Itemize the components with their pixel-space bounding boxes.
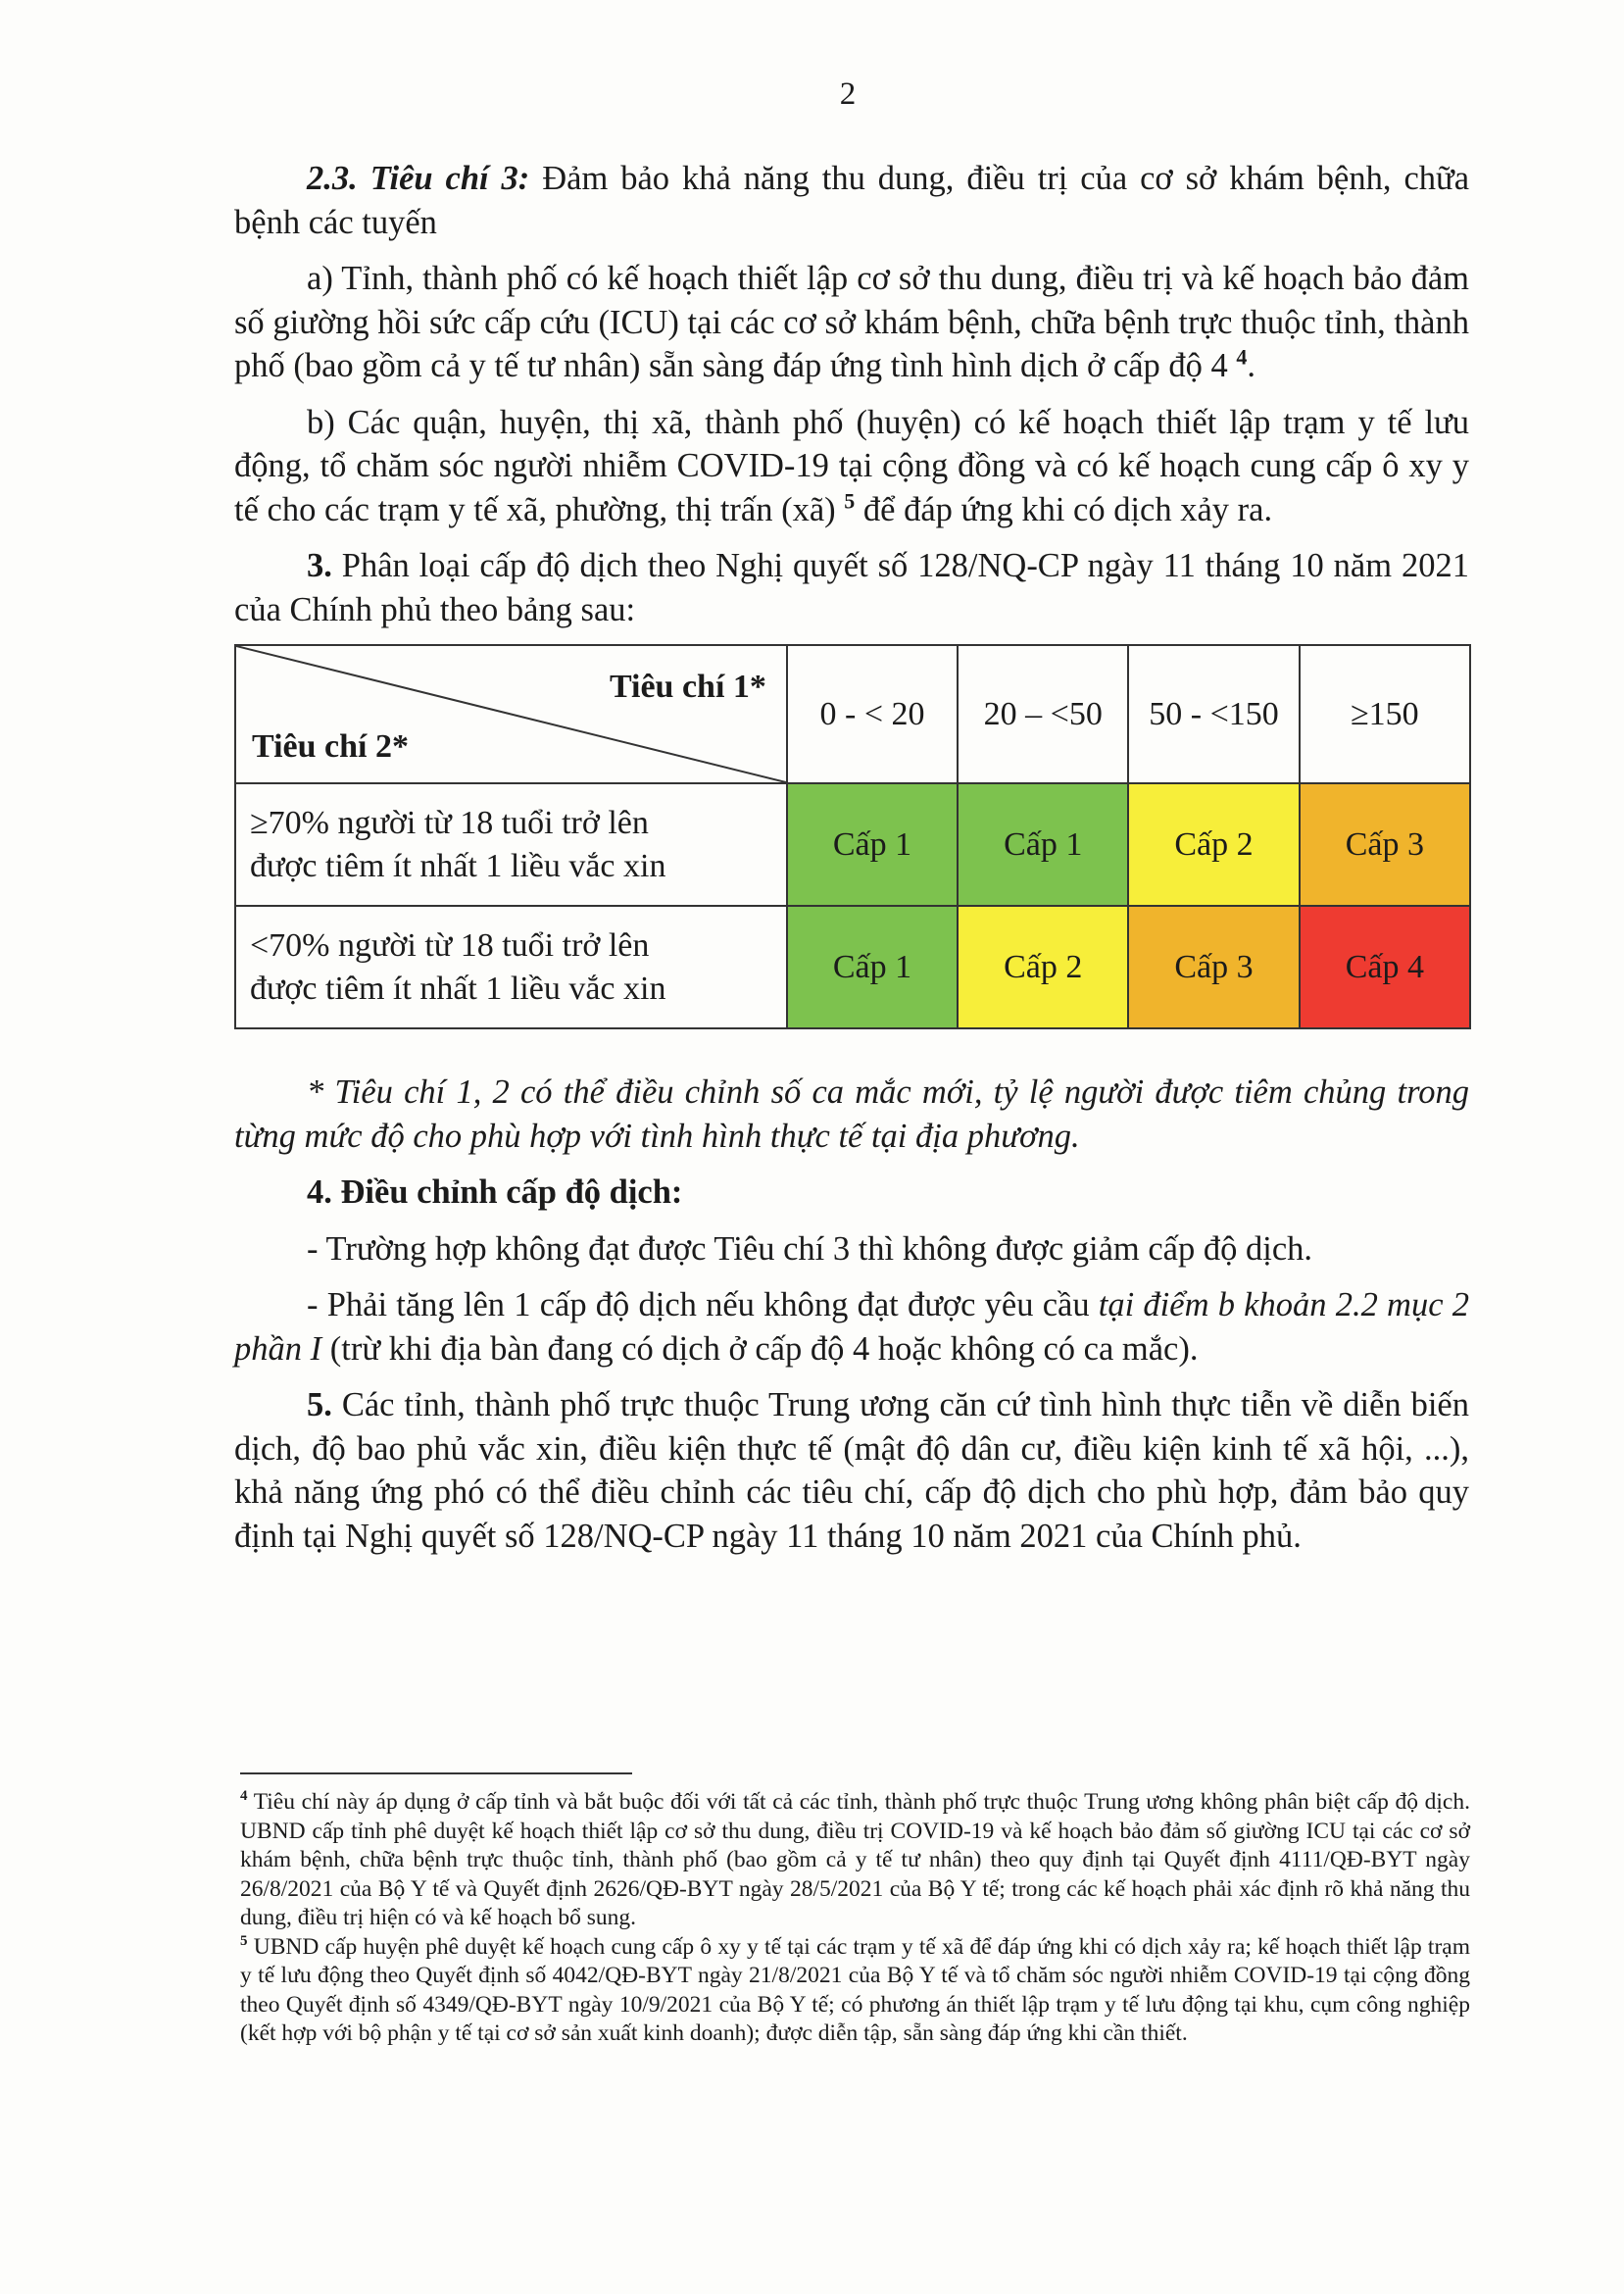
- footnote-4-text: Tiêu chí này áp dụng ở cấp tỉnh và bắt buộc đối với tất cả các tỉnh, thành phố trực thuộc Trung ương không phân biệt cấp độ dịch. UBND cấp tỉnh phê duyệt kế hoạch thiết lập cơ sở thu dung, điều trị COVID-19 và kế hoạch bảo đảm số giường ICU tại các cơ sở khám bệnh, chữa bệnh trực thuộc tỉnh, thành phố (bao gồm cả y tế tư nhân) theo quy định tại Quyết định 4111/QĐ-BYT ngày 26/8/2021 của Bộ Y tế và Quyết định 2626/QĐ-BYT ngày 28/5/2021 của Bộ Y tế; trong các kế hoạch phải xác định rõ khả năng thu dung, điều trị hiện có và kế hoạch bổ sung.: [240, 1789, 1470, 1930]
- section-2-3: [234, 157, 1469, 244]
- criterion-1-label: Tiêu chí 1*: [609, 669, 766, 705]
- level-cell: Cấp 4: [1300, 906, 1470, 1028]
- range-header-3: 50 - <150: [1128, 645, 1299, 783]
- footnote-5: [240, 1933, 1470, 2049]
- footnote-4: [240, 1788, 1470, 1933]
- footnote-ref-4[interactable]: 4: [1236, 344, 1248, 370]
- section-4-item-2: [234, 1283, 1469, 1371]
- section-5: [234, 1383, 1469, 1558]
- section-4-item-2-reference: tại điểm b khoản 2.2 mục 2 phần I: [234, 1286, 1469, 1368]
- epidemic-level-table: [234, 644, 1471, 1029]
- document-body: [234, 157, 1469, 1571]
- paragraph-a: [234, 257, 1469, 388]
- footnote-ref-5[interactable]: 5: [844, 488, 856, 513]
- table-row: [235, 783, 1470, 906]
- section-2-3-text: Đảm bảo khả năng thu dung, điều trị của cơ sở khám bệnh, chữa bệnh các tuyến: [234, 160, 1470, 241]
- paragraph-b: [234, 401, 1469, 532]
- level-cell: Cấp 2: [1128, 783, 1299, 906]
- section-4-item-1: - Trường hợp không đạt được Tiêu chí 3 thì không được giảm cấp độ dịch.: [307, 1229, 1313, 1268]
- row-label-line1: ≥70% người từ 18 tuổi trở lên: [250, 804, 649, 841]
- paragraph-a-text: a) Tỉnh, thành phố có kế hoạch thiết lập cơ sở thu dung, điều trị và kế hoạch bảo đảm số giường hồi sức cấp cứu (ICU) tại các cơ sở khám bệnh, chữa bệnh trực thuộc tỉnh, thành phố (bao gồm cả y tế tư nhân) sẵn sàng đáp ứng tình hình dịch ở cấp độ 4: [234, 260, 1469, 384]
- section-2-3-number: 2.3.: [307, 160, 358, 197]
- level-cell: Cấp 1: [787, 906, 958, 1028]
- section-5-text: Các tỉnh, thành phố trực thuộc Trung ương căn cứ tình hình thực tiễn về diễn biến dịch, độ bao phủ vắc xin, điều kiện thực tế (mật độ dân cư, điều kiện kinh tế xã hội, ...), khả năng ứng phó có thể điều chỉnh các tiêu chí, cấp độ dịch cho phù hợp, đảm bảo quy định tại Nghị quyết số 128/NQ-CP ngày 11 tháng 10 năm 2021 của Chính phủ.: [234, 1386, 1469, 1555]
- section-4-item-2-end: (trừ khi địa bàn đang có dịch ở cấp độ 4 hoặc không có ca mắc).: [321, 1329, 1199, 1368]
- range-header-2: 20 – <50: [958, 645, 1128, 783]
- level-cell: Cấp 3: [1300, 783, 1470, 906]
- range-header-1: 0 - < 20: [787, 645, 958, 783]
- row-label-line2: được tiêm ít nhất 1 liều vắc xin: [250, 970, 666, 1007]
- range-header-4: ≥150: [1300, 645, 1470, 783]
- footnote-4-mark: 4: [240, 1788, 248, 1805]
- row-label-low-coverage: [235, 906, 787, 1028]
- footnotes: [240, 1788, 1470, 2049]
- paragraph-b-text: b) Các quận, huyện, thị xã, thành phố (huyện) có kế hoạch thiết lập trạm y tế lưu động, tổ chăm sóc người nhiễm COVID-19 tại cộng đồng và có kế hoạch cung cấp ô xy y tế cho các trạm y tế xã, phường, thị trấn (xã): [234, 403, 1469, 528]
- section-3-number: 3.: [307, 547, 332, 584]
- footnote-5-text: UBND cấp huyện phê duyệt kế hoạch cung cấp ô xy y tế tại các trạm y tế xã để đáp ứng khi có dịch xảy ra; kế hoạch thiết lập trạm y tế lưu động theo Quyết định số 4042/QĐ-BYT ngày 21/8/2021 của Bộ Y tế và tổ chăm sóc người nhiễm COVID-19 tại cộng đồng theo Quyết định số 4349/QĐ-BYT ngày 10/9/2021 của Bộ Y tế; có phương án thiết lập trạm y tế lưu động tại khu, cụm công nghiệp (kết hợp với bộ phận y tế tại cơ sở sản xuất kinh doanh); được diễn tập, sẵn sàng đáp ứng khi cần thiết.: [240, 1933, 1470, 2046]
- paragraph-b-end: để đáp ứng khi có dịch xảy ra.: [855, 490, 1273, 528]
- table-note: * Tiêu chí 1, 2 có thể điều chỉnh số ca mắc mới, tỷ lệ người được tiêm chủng trong từng mức độ cho phù hợp với tình hình thực tế tại địa phương.: [234, 1073, 1469, 1155]
- table-header-row: [235, 645, 1470, 783]
- criterion-2-label: Tiêu chí 2*: [252, 728, 409, 765]
- footnote-separator: [240, 1772, 632, 1774]
- section-3: [234, 544, 1469, 631]
- section-2-3-title: Tiêu chí 3:: [369, 160, 530, 197]
- row-label-line1: <70% người từ 18 tuổi trở lên: [250, 926, 650, 964]
- section-4-item-2-start: - Phải tăng lên 1 cấp độ dịch nếu không đạt được yêu cầu: [307, 1286, 1099, 1323]
- section-4-title: 4. Điều chỉnh cấp độ dịch:: [307, 1173, 683, 1211]
- table-row: [235, 906, 1470, 1028]
- level-cell: Cấp 1: [787, 783, 958, 906]
- row-label-high-coverage: [235, 783, 787, 906]
- level-cell: Cấp 3: [1128, 906, 1299, 1028]
- section-5-number: 5.: [307, 1386, 332, 1423]
- section-3-text: Phân loại cấp độ dịch theo Nghị quyết số 128/NQ-CP ngày 11 tháng 10 năm 2021 của Chính phủ theo bảng sau:: [234, 547, 1469, 628]
- criteria-header-cell: [235, 645, 787, 783]
- paragraph-a-end: .: [1247, 347, 1256, 384]
- level-cell: Cấp 1: [958, 783, 1128, 906]
- footnote-5-mark: 5: [240, 1932, 248, 1949]
- level-cell: Cấp 2: [958, 906, 1128, 1028]
- page-number: 2: [839, 76, 857, 112]
- row-label-line2: được tiêm ít nhất 1 liều vắc xin: [250, 847, 666, 884]
